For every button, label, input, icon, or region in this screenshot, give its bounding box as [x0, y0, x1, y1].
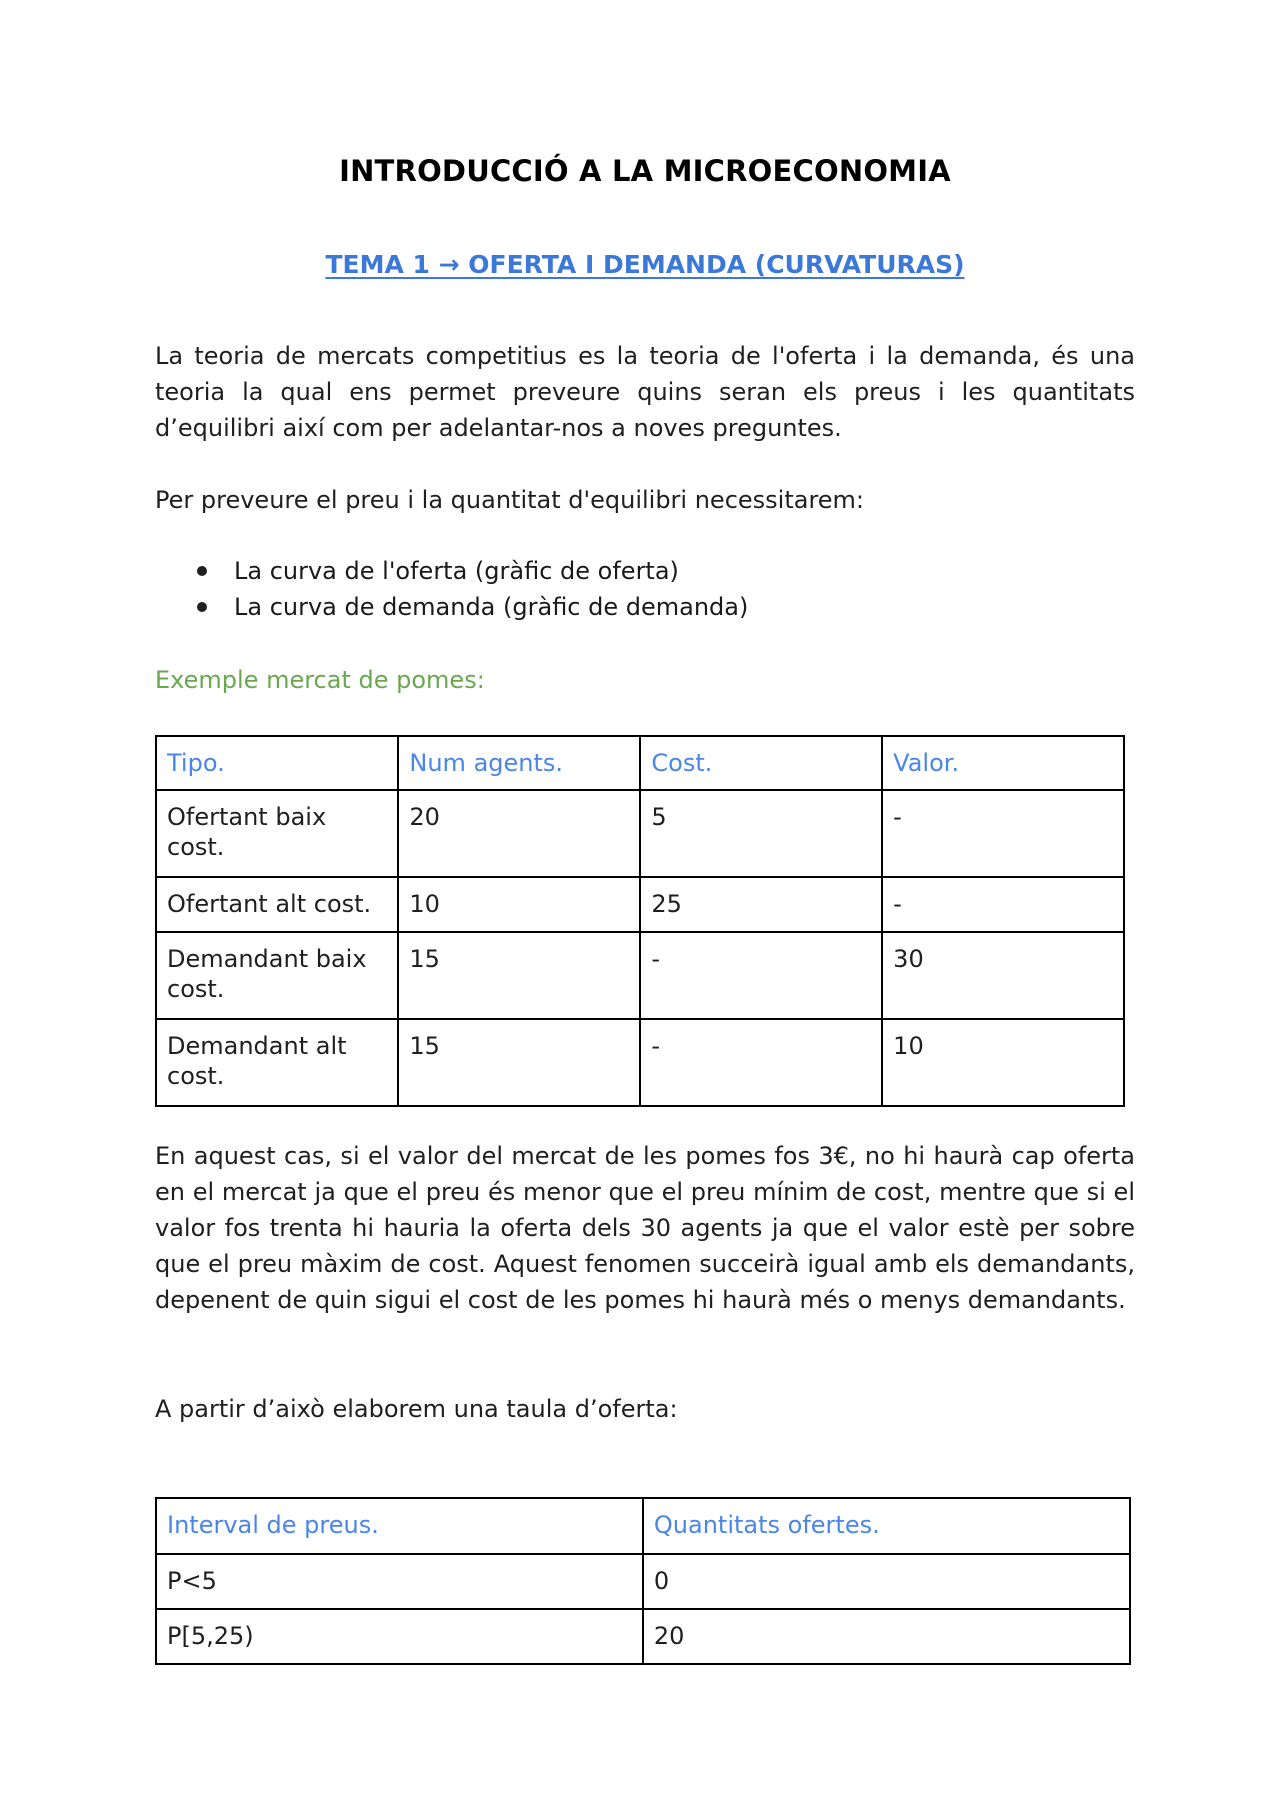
table-cell: P<5 — [156, 1554, 643, 1609]
table-cell: 15 — [398, 932, 640, 1019]
document-title: INTRODUCCIÓ A LA MICROECONOMIA — [339, 154, 951, 188]
header-price-interval: Interval de preus. — [156, 1498, 643, 1554]
header-quantity-offered: Quantitats ofertes. — [643, 1498, 1130, 1554]
table-cell: - — [640, 1019, 882, 1106]
supply-table-intro: A partir d’això elaborem una taula d’oferta: — [155, 1395, 678, 1423]
table-row — [156, 932, 1124, 1019]
table-header-row — [156, 736, 1124, 790]
list-item: La curva de l'oferta (gràfic de oferta) — [197, 553, 748, 589]
requirements-list — [197, 553, 748, 625]
intro-paragraph: La teoria de mercats competitius es la teoria de l'oferta i la demanda, és una teoria la qual ens permet preveure quins seran els preus i les quantitats d’equilibri així com per adelantar-nos a noves preguntes. — [155, 342, 1135, 442]
table-cell: - — [882, 877, 1124, 932]
header-type: Tipo. — [156, 736, 398, 790]
table-cell: - — [882, 790, 1124, 877]
list-item: La curva de demanda (gràfic de demanda) — [197, 589, 748, 625]
table-row — [156, 1019, 1124, 1106]
requirements-sentence: Per preveure el preu i la quantitat d'equilibri necessitarem: — [155, 486, 865, 514]
table-cell: Ofertant baix cost. — [156, 790, 398, 877]
table-cell: 30 — [882, 932, 1124, 1019]
table-row — [156, 877, 1124, 932]
table-row — [156, 1609, 1130, 1664]
table-cell: Demandant alt cost. — [156, 1019, 398, 1106]
table-cell: P[5,25) — [156, 1609, 643, 1664]
table-cell: 5 — [640, 790, 882, 877]
table-header-row — [156, 1498, 1130, 1554]
table-cell: Demandant baix cost. — [156, 932, 398, 1019]
header-value: Valor. — [882, 736, 1124, 790]
table-cell: 10 — [398, 877, 640, 932]
agents-table — [155, 735, 1125, 1107]
example-heading: Exemple mercat de pomes: — [155, 666, 485, 694]
table-cell: 20 — [643, 1609, 1130, 1664]
table-row — [156, 790, 1124, 877]
explanation-paragraph: En aquest cas, si el valor del mercat de les pomes fos 3€, no hi haurà cap oferta en el mercat ja que el preu és menor que el preu mínim de cost, mentre que si el valor fos trenta hi hauria la oferta dels 30 agents ja que el valor estè per sobre que el preu màxim de cost. Aquest fenomen succeirà igual amb els demandants, depenent de quin sigui el cost de les pomes hi haurà més o menys demandants. — [155, 1142, 1135, 1314]
table-cell: 25 — [640, 877, 882, 932]
table-cell: 15 — [398, 1019, 640, 1106]
header-cost: Cost. — [640, 736, 882, 790]
table-row — [156, 1554, 1130, 1609]
topic-subtitle: TEMA 1 → OFERTA I DEMANDA (CURVATURAS) — [325, 250, 965, 279]
header-num-agents: Num agents. — [398, 736, 640, 790]
table-cell: 0 — [643, 1554, 1130, 1609]
table-cell: - — [640, 932, 882, 1019]
table-cell: Ofertant alt cost. — [156, 877, 398, 932]
table-cell: 10 — [882, 1019, 1124, 1106]
table-cell: 20 — [398, 790, 640, 877]
supply-table — [155, 1497, 1131, 1665]
